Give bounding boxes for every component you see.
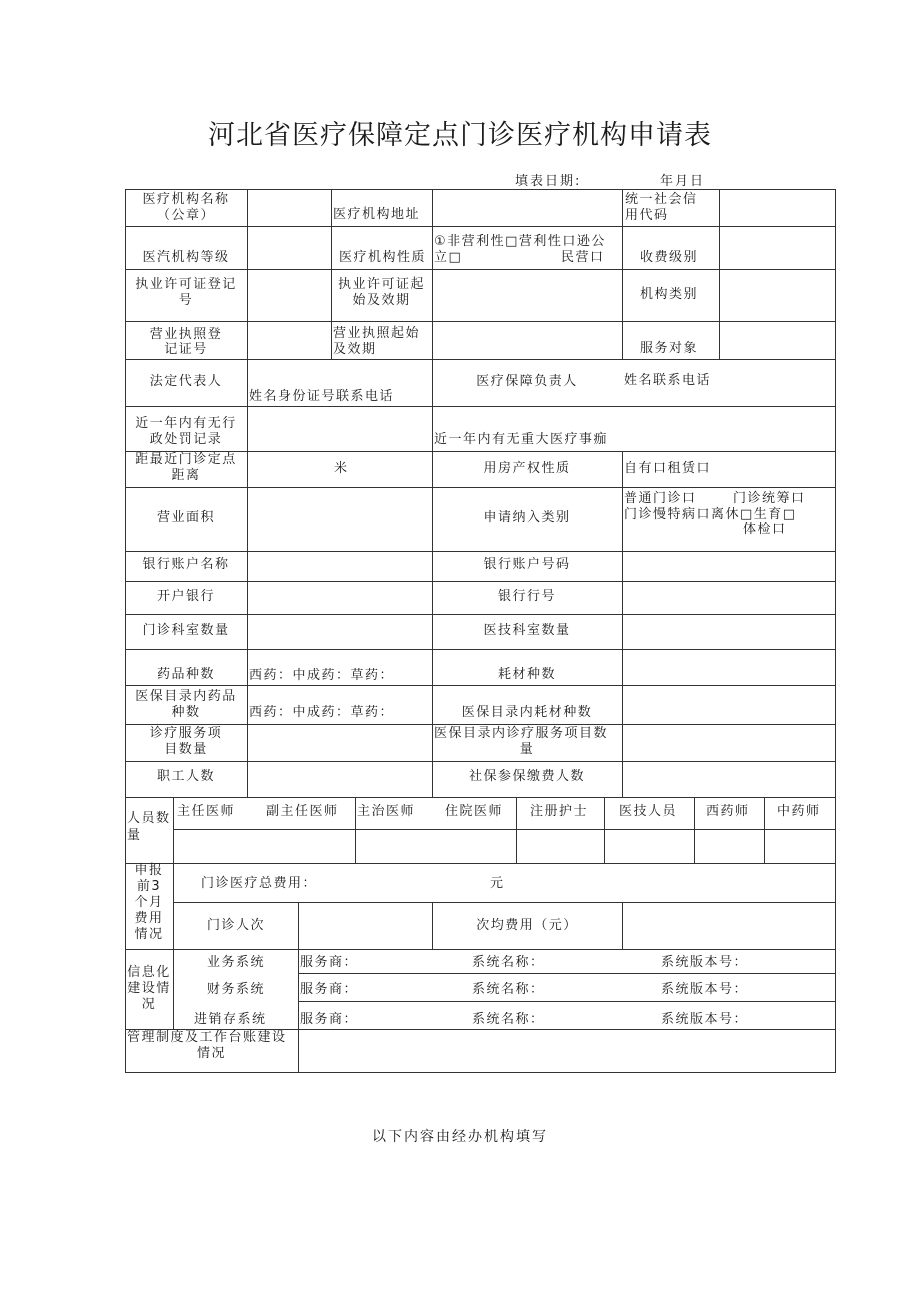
nature-options-public[interactable]: 立□	[434, 250, 463, 265]
vendor-finance: 服务商：	[300, 982, 359, 997]
col-medical-technician: 医技人员	[619, 804, 678, 819]
col-resident-physician: 住院医师	[445, 804, 504, 819]
label-biz-period-2: 及效期	[333, 342, 377, 357]
vendor-business: 服务商：	[300, 955, 359, 970]
label-apply-type: 申请纳入类别	[483, 510, 571, 525]
label-license-period-2: 始及效期	[352, 293, 411, 308]
apply-option-chronic[interactable]: 门诊慢特病口离休□生育□	[624, 507, 797, 522]
label-inst-name: 医疗机构名称	[142, 192, 230, 207]
label-catalog-consumable: 医保目录内耗材种数	[461, 705, 593, 720]
label-tech-dept-count: 医技科室数量	[483, 623, 571, 638]
label-medical-accident: 近一年内有无重大医疗事痂	[434, 432, 609, 447]
label-management-2: 情况	[197, 1046, 227, 1061]
label-bank-code: 银行行号	[497, 589, 556, 604]
label-area: 营业面积	[156, 510, 215, 525]
label-outpatient-total-cost: 门诊医疗总费用：	[201, 876, 318, 891]
label-report-4: 费用	[134, 911, 164, 926]
label-bank-account-no: 银行账户号码	[483, 557, 571, 572]
label-insured-staff: 社保参保缴费人数	[468, 769, 585, 784]
distance-unit: 米	[334, 461, 349, 476]
col-registered-nurse: 注册护士	[530, 804, 589, 819]
catalog-drug-types: 西药：中成药：草药：	[249, 705, 395, 720]
fill-date-label: 填表日期:	[515, 174, 582, 189]
version-finance: 系统版本号：	[661, 982, 749, 997]
vendor-inventory: 服务商：	[300, 1012, 359, 1027]
label-license-no: 执业许可证登记	[135, 277, 237, 292]
label-insurance-head: 医疗保障负责人	[476, 374, 578, 389]
col-tcm-pharmacist: 中药师	[777, 804, 821, 819]
label-distance-2: 距离	[171, 468, 201, 483]
label-inst-nature: 医疗机构性质	[339, 250, 427, 265]
yuan-unit: 元	[490, 876, 505, 891]
application-form-table	[125, 189, 835, 1072]
sysname-inventory: 系统名称：	[472, 1012, 545, 1027]
label-penalty: 近一年内有无行	[135, 416, 237, 431]
insurance-head-fields: 姓名联系电话	[624, 373, 712, 388]
label-catalog-drug-2: 种数	[171, 705, 201, 720]
apply-option-checkup[interactable]: 体检口	[743, 522, 787, 537]
nature-options-private[interactable]: 民营口	[561, 250, 605, 265]
label-report-2: 前3	[136, 879, 162, 894]
label-biz-license-no: 营业执照登	[149, 327, 223, 342]
label-bank: 开户银行	[156, 589, 215, 604]
label-consumable-count: 耗材种数	[497, 667, 556, 682]
label-penalty-2: 政处罚记录	[149, 432, 223, 447]
col-western-pharmacist: 西药师	[706, 804, 750, 819]
label-biz-period: 营业执照起始	[333, 326, 421, 341]
label-personnel-2: 量	[127, 828, 142, 843]
footer-note: 以下内容由经办机构填写	[372, 1129, 548, 1145]
col-deputy-chief-physician: 副主任医师	[266, 804, 339, 819]
label-inst-seal: （公章）	[156, 208, 215, 223]
version-business: 系统版本号：	[661, 955, 749, 970]
label-credit-code: 统一社会信	[625, 192, 698, 207]
label-inst-address: 医疗机构地址	[333, 207, 421, 222]
system-inventory: 进销存系统	[194, 1012, 267, 1027]
label-catalog-service-2: 量	[519, 742, 535, 757]
label-personnel: 人员数	[127, 811, 171, 826]
label-license-no-2: 号	[178, 293, 194, 308]
label-fee-grade: 收费级别	[640, 250, 699, 265]
label-report-5: 情况	[134, 927, 164, 942]
col-chief-physician: 主任医师	[177, 804, 236, 819]
label-catalog-service: 医保目录内诊疗服务项目数	[434, 726, 609, 741]
label-it-3: 况	[141, 997, 157, 1012]
label-legal-rep: 法定代表人	[149, 374, 223, 389]
label-report-3: 个月	[134, 895, 164, 910]
label-catalog-drug: 医保目录内药品	[135, 689, 237, 704]
label-biz-license-no-2: 记证号	[164, 342, 208, 357]
fill-date-value: 年月日	[660, 174, 706, 189]
system-business: 业务系统	[207, 955, 266, 970]
label-drug-count: 药品种数	[156, 667, 215, 682]
label-bank-account-name: 银行账户名称	[142, 557, 230, 572]
version-inventory: 系统版本号：	[661, 1012, 749, 1027]
label-it-1: 信息化	[127, 965, 171, 980]
system-finance: 财务系统	[207, 982, 266, 997]
drug-types: 西药：中成药：草药：	[249, 668, 395, 683]
label-property: 用房产权性质	[483, 461, 571, 476]
col-attending-physician: 主治医师	[357, 804, 416, 819]
label-service-target: 服务对象	[640, 341, 699, 356]
page-title: 河北省医疗保障定点门诊医疗机构申请表	[208, 120, 712, 151]
label-distance: 距最近门诊定点	[135, 452, 237, 467]
label-staff-count: 职工人数	[156, 769, 215, 784]
label-average-cost: 次均费用（元）	[476, 918, 578, 933]
label-license-period: 执业许可证起	[337, 277, 425, 292]
legal-rep-fields: 姓名身份证号联系电话	[249, 389, 395, 404]
label-inst-grade: 医汽机构等级	[142, 250, 230, 265]
nature-options[interactable]: ①非营利性□营利性口逊公	[434, 234, 606, 249]
label-it-2: 建设情	[127, 981, 171, 996]
label-outpatient-visits: 门诊人次	[207, 918, 266, 933]
label-service-items-2: 目数量	[164, 742, 208, 757]
sysname-business: 系统名称：	[472, 955, 545, 970]
property-options[interactable]: 自有口租赁口	[624, 461, 712, 476]
label-credit-code-2: 用代码	[625, 208, 669, 223]
label-report-1: 申报	[134, 863, 164, 878]
label-service-items: 诊疗服务项	[149, 726, 223, 741]
label-management: 管理制度及工作台账建设	[127, 1030, 287, 1045]
label-dept-count: 门诊科室数量	[142, 623, 230, 638]
apply-option-pooling[interactable]: 门诊统筹口	[733, 491, 806, 506]
apply-option-general[interactable]: 普通门诊口	[624, 491, 697, 506]
label-inst-type: 机构类别	[640, 287, 699, 302]
sysname-finance: 系统名称：	[472, 982, 545, 997]
